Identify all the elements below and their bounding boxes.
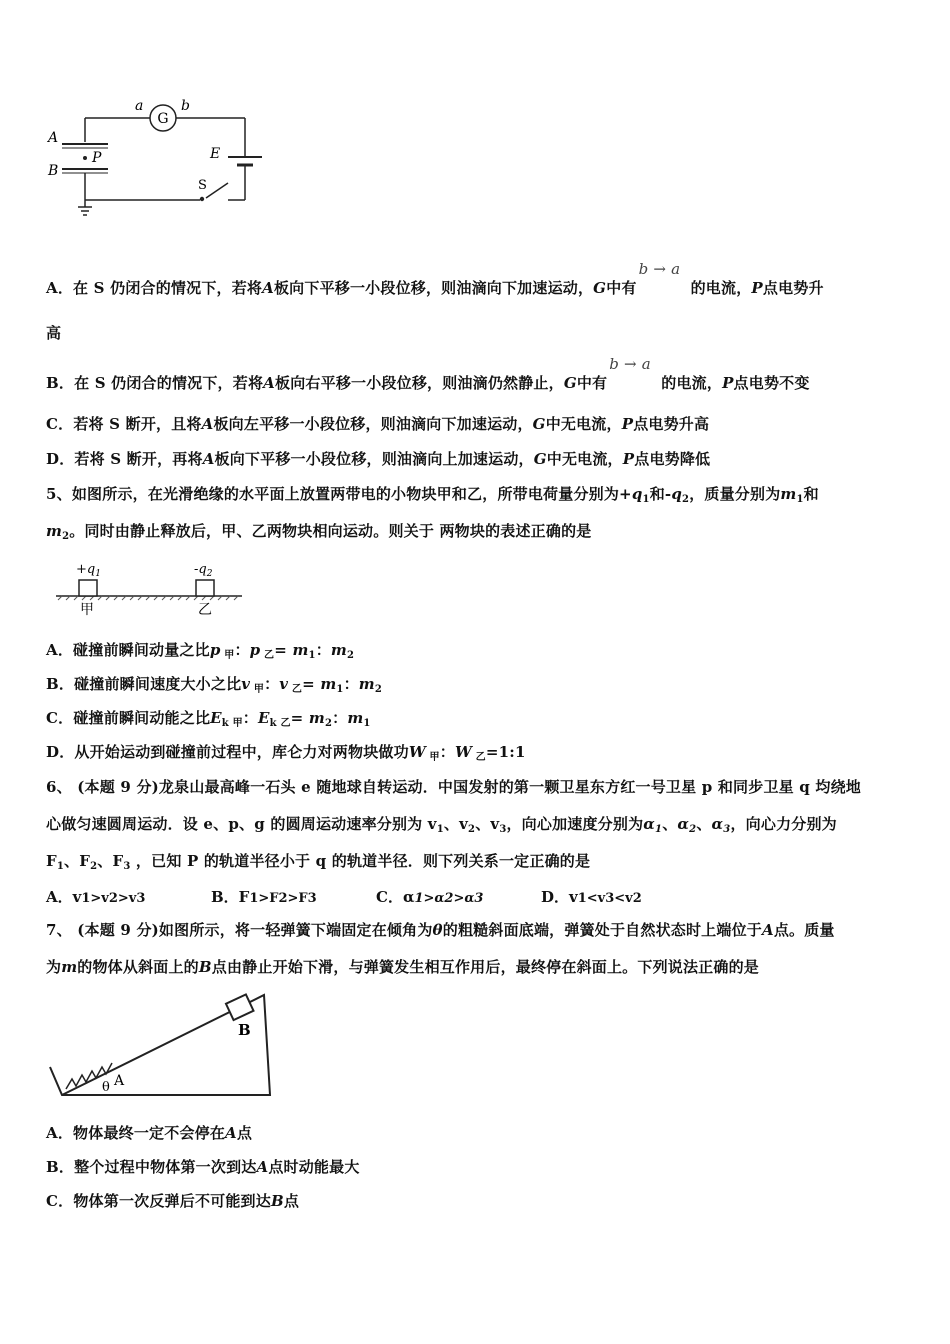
block-jia xyxy=(79,580,97,596)
q6-option-c: C．α1>α2>α3 xyxy=(376,888,484,906)
node-b-label: b xyxy=(181,98,190,114)
q4-option-b: B．在 S 仍闭合的情况下，若将A板向右平移一小段位移，则油滴仍然静止，G中有 b → a 的电流，P点电势不变 xyxy=(46,355,810,392)
q7-stem-line2: 为m的物体从斜面上的B点由静止开始下滑，与弹簧发生相互作用后，最终停在斜面上。下列说法正确的是 xyxy=(46,958,759,976)
q7-option-b: B．整个过程中物体第一次到达A点时动能最大 xyxy=(46,1158,360,1176)
q5-option-d: D．从开始运动到碰撞前过程中，库仑力对两物块做功W $_甲$：W $_乙$=1:1 xyxy=(46,743,526,763)
q6-option-a: A．v1>v2>v3 xyxy=(46,888,146,906)
q5-option-b: B．碰撞前瞬间速度大小之比v $_甲$：v $_乙= m_1$：$m_2$ xyxy=(46,675,383,695)
q4-option-d: D．若将 S 断开，再将A板向下平移一小段位移，则油滴向上加速运动，G中无电流，P点电势降低 xyxy=(46,450,711,468)
plate-a-label: A xyxy=(48,130,59,146)
q5-option-a: A．碰撞前瞬间动量之比p $_甲$：p $_乙= m_1$：$m_2$ xyxy=(46,641,355,661)
battery-label: E xyxy=(210,146,221,162)
q5-stem-line2: $m_2$。同时由静止释放后，甲、乙两物块相向运动。则关于 两物块的表述正确的是 xyxy=(46,522,592,542)
q4-option-a-wrap: 高 xyxy=(46,324,62,342)
node-a-label: a xyxy=(135,98,144,114)
switch-label: S xyxy=(198,178,207,193)
q4-option-c: C．若将 S 断开，且将A板向左平移一小段位移，则油滴向下加速运动，G中无电流，P点电势升高 xyxy=(46,415,710,433)
plate-b-label: B xyxy=(48,163,59,179)
q7-option-c: C．物体第一次反弹后不可能到达B点 xyxy=(46,1192,300,1210)
block-b xyxy=(226,994,254,1020)
q7-stem-line1: 7、 (本题 9 分)如图所示，将一轻弹簧下端固定在倾角为θ的粗糙斜面底端，弹簧处于自然状态时上端位于A点。质量 xyxy=(46,921,835,939)
q4-option-a: A．在 S 仍闭合的情况下，若将A板向下平移一小段位移，则油滴向下加速运动，G中有 b → a 的电流，P点电势升 xyxy=(46,260,824,297)
q7-option-a: A．物体最终一定不会停在A点 xyxy=(46,1124,253,1142)
circuit-diagram xyxy=(40,95,270,230)
q5-stem-line1: 5、如图所示，在光滑绝缘的水平面上放置两带电的小物块甲和乙，所带电荷量分别为$+q_1$和$-q_2$，质量分别为$m_1$和 xyxy=(46,485,819,505)
svg-text:-q2: $-q_2$ xyxy=(194,562,213,579)
point-p-label: P xyxy=(92,150,102,166)
label-jia: 甲 xyxy=(80,602,94,618)
fig-label-a: A xyxy=(114,1073,125,1089)
label-yi: 乙 xyxy=(198,602,212,618)
block-yi xyxy=(196,580,214,596)
fig-label-b: B xyxy=(238,1021,251,1039)
galvanometer-label: G xyxy=(157,111,169,127)
fig-label-theta: θ xyxy=(102,1080,110,1095)
q6-option-d: D．v1<v3<v2 xyxy=(541,888,642,906)
q6-stem-line2: 心做匀速圆周运动．设 e、p、g 的圆周运动速率分别为 $v_1$、$v_2$、$v_3$，向心加速度分别为$\alpha_1$、$\alpha_2$、$\alpha_3$，向心力分别为 xyxy=(46,815,837,835)
svg-text:+q1: $+q_1$ xyxy=(76,562,101,579)
q5-option-c: C．碰撞前瞬间动能之比$E_{k 甲}$：$E_{k 乙}= m_2$：$m_1$ xyxy=(46,709,371,729)
current-direction-b-to-a: b → a xyxy=(609,355,651,373)
q6-stem-line1: 6、 (本题 9 分)龙泉山最高峰一石头 e 随地球自转运动．中国发射的第一颗卫星东方红一号卫星 p 和同步卫星 q 均绕地 xyxy=(46,778,861,796)
q6-stem-line3: $F_1$、$F_2$、$F_3$ ，已知 P 的轨道半径小于 q 的轨道半径．则下列关系一定正确的是 xyxy=(46,852,591,872)
q6-option-b: B．F1>F2>F3 xyxy=(211,888,317,906)
charged-blocks-diagram xyxy=(52,556,247,620)
current-direction-b-to-a: b → a xyxy=(638,260,681,278)
incline-spring-diagram xyxy=(46,985,286,1100)
